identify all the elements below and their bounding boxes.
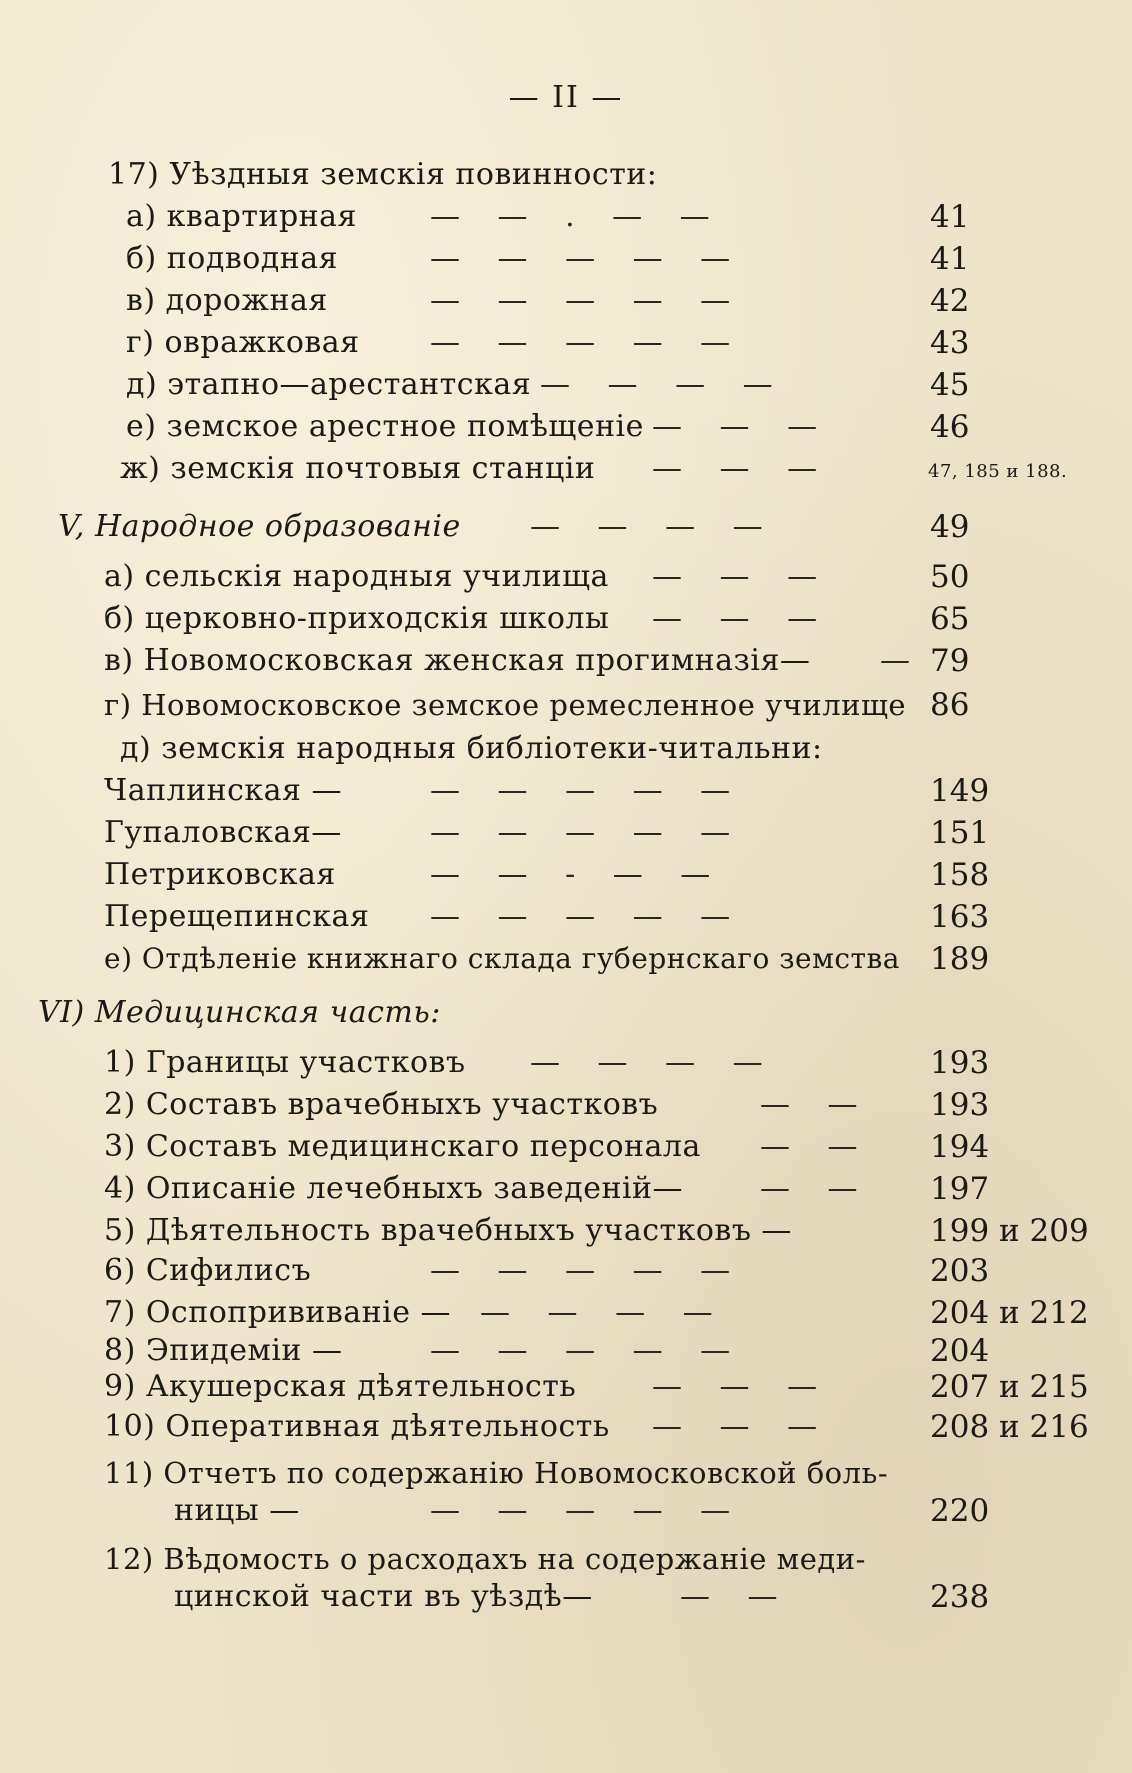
leader-dashes: — — bbox=[760, 1087, 872, 1122]
section-heading bbox=[0, 506, 1132, 548]
page-number: 193 bbox=[930, 1045, 990, 1081]
leader-dashes: — — — — — bbox=[430, 283, 745, 318]
page-number: 86 bbox=[930, 687, 970, 723]
section-title: VI) Медицинская часть: bbox=[38, 995, 441, 1030]
page-number: 204 bbox=[930, 1333, 990, 1369]
entry-label: Петриковская bbox=[104, 857, 336, 892]
toc-entry bbox=[0, 1452, 1132, 1494]
toc-entry bbox=[0, 1292, 1132, 1334]
toc-entry bbox=[0, 448, 1132, 490]
entry-label: 10) Оперативная дѣятельность bbox=[104, 1409, 610, 1444]
toc-entry bbox=[0, 238, 1132, 280]
entry-label: в) дорожная bbox=[126, 283, 328, 318]
entry-label: 6) Сифилисъ bbox=[104, 1253, 312, 1288]
leader-dashes: — — bbox=[760, 1171, 872, 1206]
toc-entry bbox=[0, 364, 1132, 406]
leader-dashes: — — . — — bbox=[430, 199, 724, 234]
toc-entry bbox=[0, 896, 1132, 938]
entry-label: цинской части въ уѣздѣ— bbox=[174, 1579, 593, 1614]
page-number: 193 bbox=[930, 1087, 990, 1123]
toc-entry bbox=[0, 1168, 1132, 1210]
toc-entry bbox=[0, 1576, 1132, 1618]
page-number: 46 bbox=[930, 409, 970, 445]
toc-entry bbox=[0, 196, 1132, 238]
leader-dashes: — — — — bbox=[480, 1295, 727, 1330]
entry-label: 5) Дѣятельность врачебныхъ участковъ — bbox=[104, 1213, 792, 1248]
toc-entry bbox=[0, 812, 1132, 854]
leader-dashes: — — - — — bbox=[430, 857, 725, 892]
entry-label: 1) Границы участковъ bbox=[104, 1045, 466, 1080]
toc-entry bbox=[0, 684, 1132, 726]
entry-label: г) овражковая bbox=[126, 325, 360, 360]
page-number: 163 bbox=[930, 899, 990, 935]
entry-label: б) церковно-приходскія школы bbox=[104, 601, 610, 636]
leader-dashes: — — — bbox=[652, 1409, 832, 1444]
entry-label: Чаплинская — bbox=[104, 773, 343, 808]
page-header: — II — bbox=[508, 80, 624, 115]
page-number: 238 bbox=[930, 1579, 990, 1615]
leader-dashes: — — — bbox=[652, 1369, 832, 1404]
entry-label: 12) Вѣдомость о расходахъ на содержаніе меди- bbox=[104, 1542, 866, 1576]
toc-entry bbox=[0, 556, 1132, 598]
leader-dashes: — — — bbox=[652, 559, 832, 594]
page-number: 194 bbox=[930, 1129, 990, 1165]
page-number: 79 bbox=[930, 643, 970, 679]
leader-dashes: — — — — — bbox=[430, 815, 745, 850]
toc-entry bbox=[0, 640, 1132, 682]
entry-label: 11) Отчетъ по содержанію Новомосковской боль- bbox=[104, 1456, 889, 1490]
leader-dashes: — — bbox=[680, 1579, 792, 1614]
entry-label: д) этапно—арестантская bbox=[126, 367, 532, 402]
leader-dashes: — — — bbox=[652, 601, 832, 636]
toc-entry bbox=[0, 1250, 1132, 1292]
page-number: 47, 185 и 188. bbox=[928, 461, 1068, 482]
toc-entry bbox=[0, 1490, 1132, 1532]
page-number: 45 bbox=[930, 367, 970, 403]
page-number: 49 bbox=[930, 509, 970, 545]
entry-label: 7) Оспопрививаніе — bbox=[104, 1295, 452, 1330]
toc-entry bbox=[0, 1366, 1132, 1408]
page-number: 149 bbox=[930, 773, 990, 809]
page-number: 197 bbox=[930, 1171, 990, 1207]
leader-dashes: — — — bbox=[652, 451, 832, 486]
toc-entry bbox=[0, 406, 1132, 448]
entry-label: 4) Описаніе лечебныхъ заведеній— bbox=[104, 1171, 684, 1206]
leader-dashes: — — — — — bbox=[430, 1333, 745, 1368]
toc-entry bbox=[0, 1084, 1132, 1126]
toc-entry bbox=[0, 1538, 1132, 1580]
entry-label: г) Новомосковское земское ремесленное училище bbox=[104, 688, 907, 722]
page-number: 204 и 212 bbox=[930, 1295, 1089, 1331]
page-number: 42 bbox=[930, 283, 970, 319]
entry-label: б) подводная bbox=[126, 241, 339, 276]
toc-entry bbox=[0, 770, 1132, 812]
page-number: 199 и 209 bbox=[930, 1213, 1089, 1249]
entry-label: а) сельскія народныя училища bbox=[104, 559, 609, 594]
leader-dashes: — — — — bbox=[530, 1045, 777, 1080]
toc-entry bbox=[0, 154, 1132, 196]
leader-dashes: — — — — — bbox=[430, 325, 745, 360]
entry-label: ницы — bbox=[174, 1493, 300, 1528]
toc-entry bbox=[0, 854, 1132, 896]
page-number: 208 и 216 bbox=[930, 1409, 1089, 1445]
page-number: 207 и 215 bbox=[930, 1369, 1089, 1405]
leader-dashes: — — — — bbox=[530, 509, 777, 544]
leader-dashes: — — — — bbox=[540, 367, 787, 402]
entry-label: 17) Уѣздныя земскія повинности: bbox=[108, 157, 658, 192]
entry-label: Перещепинская bbox=[104, 899, 370, 934]
entry-label: в) Новомосковская женская прогимназія— bbox=[104, 643, 811, 678]
entry-label: а) квартирная bbox=[126, 199, 357, 234]
toc-entry bbox=[0, 938, 1132, 980]
page-number: 41 bbox=[930, 241, 970, 277]
page-number: 189 bbox=[930, 941, 990, 977]
toc-entry bbox=[0, 1126, 1132, 1168]
page-number: 158 bbox=[930, 857, 990, 893]
leader-dashes: — — — — — bbox=[430, 773, 745, 808]
entry-label: ж) земскія почтовыя станціи bbox=[120, 451, 596, 486]
toc-entry bbox=[0, 1210, 1132, 1252]
entry-label: 3) Составъ медицинскаго персонала bbox=[104, 1129, 701, 1164]
toc-entry bbox=[0, 1406, 1132, 1448]
page-number: 50 bbox=[930, 559, 970, 595]
leader-dashes: — — — — — bbox=[430, 899, 745, 934]
leader-dashes: — — — — — bbox=[430, 241, 745, 276]
leader-dashes: — — — — — bbox=[430, 1493, 745, 1528]
toc-entry bbox=[0, 280, 1132, 322]
section-title: V, Народное образованіе bbox=[58, 509, 461, 544]
page-number: 41 bbox=[930, 199, 970, 235]
toc-entry bbox=[0, 728, 1132, 770]
entry-label: 2) Составъ врачебныхъ участковъ bbox=[104, 1087, 659, 1122]
toc-entry bbox=[0, 598, 1132, 640]
entry-label: е) Отдѣленіе книжнаго склада губернскаго земства bbox=[104, 942, 900, 975]
page-number: 151 bbox=[930, 815, 990, 851]
section-heading bbox=[0, 992, 1132, 1034]
entry-label: 9) Акушерская дѣятельность bbox=[104, 1369, 577, 1404]
toc-entry bbox=[0, 1042, 1132, 1084]
leader-dashes: — bbox=[880, 643, 924, 678]
page-number: 43 bbox=[930, 325, 970, 361]
entry-label: д) земскія народныя библіотеки-читальни: bbox=[120, 731, 823, 766]
leader-dashes: — — — — — bbox=[430, 1253, 745, 1288]
page-number: 65 bbox=[930, 601, 970, 637]
entry-label: е) земское арестное помѣщеніе bbox=[126, 409, 644, 444]
page-number: 220 bbox=[930, 1493, 990, 1529]
page-number: 203 bbox=[930, 1253, 990, 1289]
toc-entry bbox=[0, 322, 1132, 364]
leader-dashes: — — — bbox=[652, 409, 832, 444]
entry-label: Гупаловская— bbox=[104, 815, 342, 850]
entry-label: 8) Эпидеміи — bbox=[104, 1333, 343, 1368]
leader-dashes: — — bbox=[760, 1129, 872, 1164]
